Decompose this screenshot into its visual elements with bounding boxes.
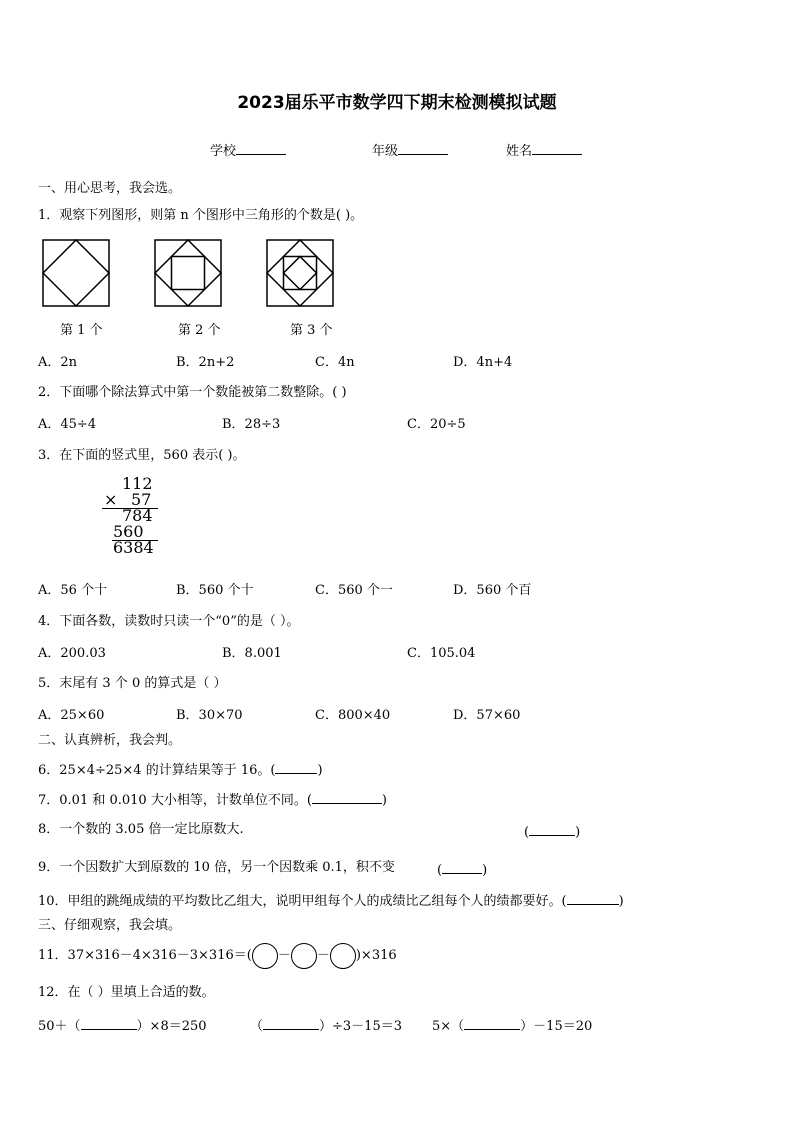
name-label: 姓名 [506,144,533,159]
section-2-heading: 二、认真辨析，我会判。 [38,733,182,748]
q8-answer-blank[interactable] [529,822,575,836]
q11-circle-2[interactable] [291,943,317,969]
q7-answer-blank[interactable] [312,790,382,804]
q12-eq2-prefix: （ [250,1019,264,1034]
q5-option-b[interactable]: B．30×70 [176,708,243,723]
name-blank[interactable] [532,141,582,155]
figure-2 [154,239,224,309]
q12-eq1-prefix: 50＋（ [38,1019,81,1034]
q2-option-b[interactable]: B．28÷3 [222,417,281,432]
q12-equation-1 [38,1016,207,1035]
q8-open-paren: ( [524,825,530,840]
question-3-text: 3．在下面的竖式里，560 表示( )。 [38,448,246,463]
q11-prefix: 11．37×316－4×316－3×316＝( [38,948,252,963]
q1-option-a[interactable]: A．2n [38,355,78,370]
figure-3 [266,239,336,309]
calc-result: 6384 [113,538,154,557]
question-5-text: 5．末尾有 3 个 0 的算式是（ ） [38,676,227,691]
q5-option-c[interactable]: C．800×40 [315,708,391,723]
q6-answer-blank[interactable] [275,760,317,774]
q10-text: 10．甲组的跳绳成绩的平均数比乙组大，说明甲组每个人的成绩比乙组每个人的绩都要好。( [38,894,567,909]
q12-equation-3 [432,1016,592,1035]
grade-field[interactable] [372,141,448,160]
q12-eq3-prefix: 5×（ [432,1019,465,1034]
figure-1-caption: 第 1 个 [60,323,103,338]
q4-option-c[interactable]: C．105.04 [407,646,476,661]
grade-blank[interactable] [398,141,448,155]
q3-option-a[interactable]: A．56 个十 [38,583,108,598]
figure-2-caption: 第 2 个 [178,323,221,338]
question-9-text: 9．一个因数扩大到原数的 10 倍，另一个因数乘 0.1，积不变 [38,860,395,875]
question-12-text: 12．在（ ）里填上合适的数。 [38,985,215,1000]
q12-eq3-suffix: ）－15＝20 [520,1019,593,1034]
calc-multiplicand: 112 [122,474,153,493]
q12-eq1-blank[interactable] [81,1016,137,1030]
q3-option-d[interactable]: D．560 个百 [453,583,532,598]
q12-eq2-blank[interactable] [263,1016,319,1030]
q6-text: 6．25×4÷25×4 的计算结果等于 16。( [38,763,276,778]
q6-close-paren: ) [317,763,323,778]
q11-suffix: )×316 [355,948,397,963]
grade-label: 年级 [372,144,399,159]
figure-3-caption: 第 3 个 [290,323,333,338]
q9-answer-blank[interactable] [442,860,482,874]
q12-eq2-suffix: ）÷3－15＝3 [319,1019,402,1034]
q5-option-a[interactable]: A．25×60 [38,708,105,723]
section-1-heading: 一、用心思考，我会选。 [38,181,182,196]
question-10 [38,891,624,910]
question-4-text: 4．下面各数，读数时只读一个“0”的是（ ）。 [38,614,300,629]
calc-multiplier: 57 [131,490,152,509]
section-3-heading: 三、仔细观察，我会填。 [38,918,182,933]
q12-eq3-blank[interactable] [464,1016,520,1030]
q12-eq1-suffix: ）×8＝250 [136,1019,207,1034]
question-8-text: 8．一个数的 3.05 倍一定比原数大. [38,822,244,837]
q3-option-b[interactable]: B．560 个十 [176,583,254,598]
question-2-text: 2．下面哪个除法算式中第一个数能被第二数整除。( ) [38,385,347,400]
page-title: 2023届乐平市数学四下期末检测模拟试题 [237,93,557,113]
question-1-text: 1．观察下列图形，则第 n 个图形中三角形的个数是( )。 [38,208,364,223]
q7-text: 7．0.01 和 0.010 大小相等，计数单位不同。( [38,793,312,808]
name-field[interactable] [506,141,582,160]
q9-close-paren: ) [482,863,488,878]
calc-partial-2: 560 [113,522,144,541]
q9-answer[interactable] [437,860,487,879]
school-label: 学校 [210,144,237,159]
q10-answer-blank[interactable] [567,891,619,905]
q2-option-a[interactable]: A．45÷4 [38,417,97,432]
q10-close-paren: ) [618,894,624,909]
school-field[interactable] [210,141,286,160]
q2-option-c[interactable]: C．20÷5 [407,417,466,432]
q4-option-a[interactable]: A．200.03 [38,646,106,661]
q12-equation-2 [250,1016,402,1035]
question-7 [38,790,387,809]
figure-1 [42,239,112,309]
q1-option-b[interactable]: B．2n+2 [176,355,235,370]
school-blank[interactable] [236,141,286,155]
q1-option-c[interactable]: C．4n [315,355,355,370]
q11-circle-1[interactable] [252,943,278,969]
calc-partial-1: 784 [122,506,153,525]
calc-times-sign: × [104,490,118,509]
question-6 [38,760,323,779]
q11-minus-2: － [316,948,330,963]
q7-close-paren: ) [381,793,387,808]
q1-option-d[interactable]: D．4n+4 [453,355,513,370]
q11-minus-1: － [277,948,291,963]
q11-circle-3[interactable] [330,943,356,969]
q3-option-c[interactable]: C．560 个一 [315,583,393,598]
q8-close-paren: ) [575,825,581,840]
q5-option-d[interactable]: D．57×60 [453,708,521,723]
q8-answer[interactable] [524,822,580,841]
q4-option-b[interactable]: B．8.001 [222,646,282,661]
q9-open-paren: ( [437,863,443,878]
question-11 [38,942,397,970]
